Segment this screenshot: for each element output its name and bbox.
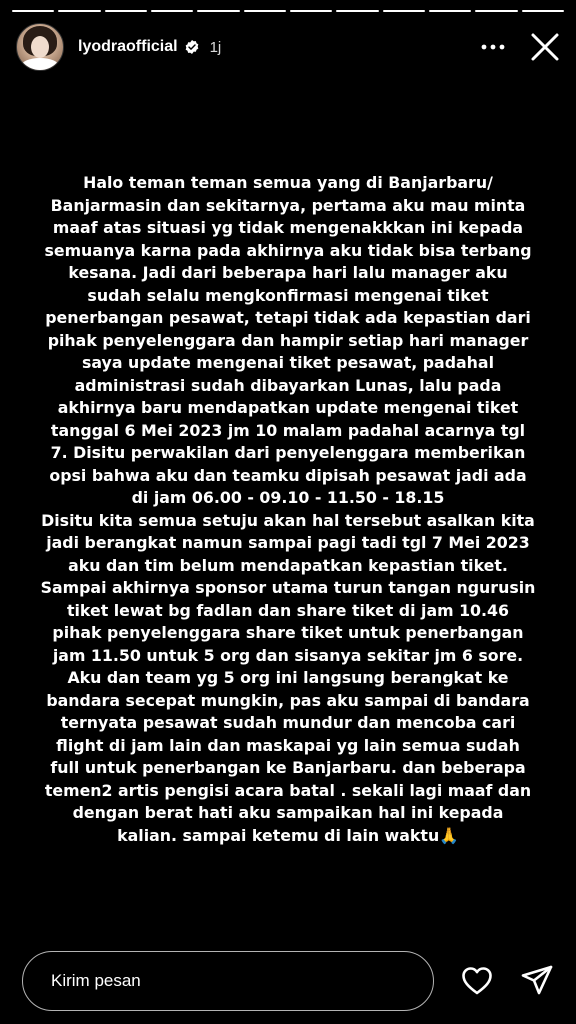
progress-segment (197, 10, 239, 12)
progress-segment (105, 10, 147, 12)
post-time: 1j (209, 38, 222, 56)
story-progress-bars (12, 10, 564, 12)
story-paragraph-2: Disitu kita semua setuju akan hal tersebut asalkan kita jadi berangkat namun sampai pagi tadi tgl 7 Mei 2023 aku dan tim belum mendapatkan kepastian tiket. Sampai akhirnya sponsor utama turun tangan ngurusin tiket lewat bg fadlan dan share tiket di jam 10.46 pihak penyelenggara share tiket untuk penerbangan jam 11.50 untuk 5 org dan sisanya sekitar jm 6 sore. (40, 510, 536, 665)
progress-segment (475, 10, 517, 12)
story-text (40, 172, 536, 847)
progress-segment (58, 10, 100, 12)
progress-segment (429, 10, 471, 12)
progress-segment (12, 10, 54, 12)
progress-segment (244, 10, 286, 12)
close-icon[interactable] (530, 32, 560, 62)
story-footer (22, 950, 560, 1012)
send-icon[interactable] (520, 964, 554, 998)
progress-segment (522, 10, 564, 12)
progress-segment (383, 10, 425, 12)
message-input[interactable] (22, 951, 434, 1011)
progress-segment (151, 10, 193, 12)
heart-icon[interactable] (460, 964, 494, 998)
verified-badge-icon (184, 39, 200, 55)
story-header (16, 22, 560, 72)
progress-segment (290, 10, 332, 12)
username[interactable]: lyodraofficial (78, 38, 178, 55)
progress-segment (336, 10, 378, 12)
more-horizontal-icon[interactable] (480, 34, 506, 60)
story-paragraph-3: Aku dan team yg 5 org ini langsung berangkat ke bandara secepat mungkin, pas aku sampai di bandara ternyata pesawat sudah mundur dan mencoba cari flight di jam lain dan maskapai yg lain semua sudah full untuk penerbangan ke Banjarbaru. dan beberapa temen2 artis pengisi acara batal . sekali lagi maaf dan dengan berat hati aku sampaikan hal ini kepada kalian. sampai ketemu di lain waktu🙏 (44, 668, 532, 845)
avatar-icon[interactable] (16, 23, 64, 71)
story-paragraph-1: Halo teman teman semua yang di Banjarbaru/ Banjarmasin dan sekitarnya, pertama aku mau minta maaf atas situasi yg tidak mengenakkkan ini kepada semuanya karna pada akhirnya aku tidak bisa terbang kesana. Jadi dari beberapa hari lalu manager aku sudah selalu mengkonfirmasi mengenai tiket penerbangan pesawat, tetapi tidak ada kepastian dari pihak penyelenggara dan hampir setiap hari manager saya update mengenai tiket pesawat, padahal administrasi sudah dibayarkan Lunas, lalu pada akhirnya baru mendapatkan update mengenai tiket tanggal 6 Mei 2023 jm 10 malam padahal acarnya tgl 7. Disitu perwakilan dari penyelenggara memberikan opsi bahwa aku dan teamku dipisah pesawat jadi ada di jam 06.00 - 09.10 - 11.50 - 18.15 (44, 173, 532, 507)
